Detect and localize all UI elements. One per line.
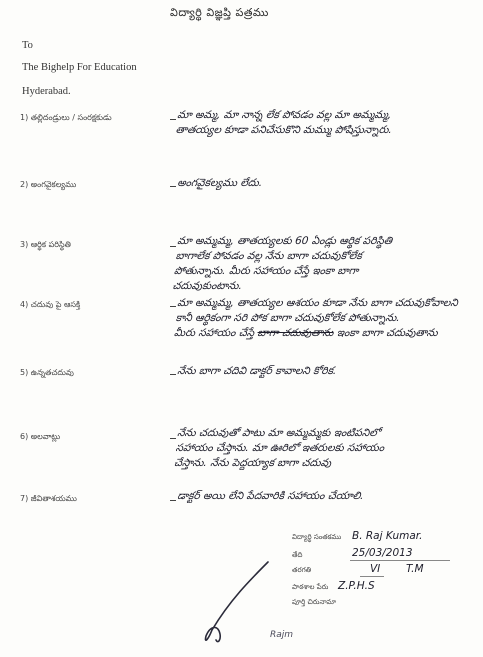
answer-line: నేను బాగా చదివి డాక్టర్ కావాలని కోరిక. [176,365,337,377]
section-1-answer [175,108,470,138]
section-2-label: 2) అంగవైకల్యము [20,180,77,189]
section-1-dash [170,119,176,120]
section-7-label: 7) జీవితాశయము [20,494,77,503]
sig-school-value: Z.P.H.S [338,580,375,592]
bottom-signature: Rajm [270,630,294,640]
sig-class-label: తరగతి [292,566,312,574]
sig-address-label: పూర్తి చిరునామా [292,598,337,606]
sig-class-underline [360,576,384,577]
address-org: The Bighelp For Education [22,62,137,73]
struck-text: బాగా చదువుతాను [256,327,335,339]
answer-line: తాతయ్యల కూడా పనిచేసుకొని మమ్ము పోషిస్తున్నారు. [175,124,393,136]
answer-line: పోతున్నాను. మీరు సహాయం చేస్తే ఇంకా బాగా [173,265,359,277]
section-4-answer [173,296,470,341]
answer-line: మా అమ్మ, మా నాన్న లేక పోవడం వల్ల మా అమ్మమ్మ, [176,109,392,121]
section-6-answer [173,426,470,471]
section-7-dash [170,500,176,501]
sig-name-label: విద్యార్థి సంతకము [292,533,342,541]
section-5-dash [170,374,176,375]
section-7-answer [176,489,470,504]
answer-line: అంగవైకల్యము లేదు. [176,177,263,189]
section-4-dash [170,306,176,307]
sig-class-value: VI [370,563,381,575]
section-6-label: 6) అలవాట్లు [20,432,61,441]
answer-line: బాగాలేక పోవడం వల్ల నేను బాగా చదువుకోలేక [175,250,363,262]
sig-school-label: పాఠశాల పేరు [292,583,329,591]
section-3-dash [170,246,176,247]
address-city: Hyderabad. [22,86,71,97]
sig-class-note: T.M [406,563,424,575]
section-5-label: 5) ఉన్నతచదువు [20,368,74,377]
sig-date-value: 25/03/2013 [352,547,413,559]
section-6-dash [170,438,176,439]
sig-date-label: తేది [292,551,303,559]
form-title: విద్యార్థి విజ్ఞప్తి పత్రము [170,6,269,19]
answer-line: మీరు సహాయం చేస్తే బాగా చదువుతాను ఇంకా బాగా చదువుతాను [173,327,439,339]
section-1-label: 1) తల్లిదండ్రులు / సంరక్షకుడు [20,113,112,122]
answer-line: మా అమ్మమ్మ, తాతయ్యలకు 60 ఏండ్లు ఆర్థిక పరిస్థితి [176,235,393,247]
sig-name-value: B. Raj Kumar. [352,530,423,542]
section-4-label: 4) చదువు పై ఆసక్తి [20,300,81,309]
answer-line: మా అమ్మమ్మ, తాతయ్యల ఆశయం కూడా నేను బాగా చదువుకోవాలని [176,297,459,309]
section-2-dash [170,186,176,187]
answer-line: సహాయం చేస్తాను. మా ఊరిలో ఇతరులకు సహాయం [175,442,385,454]
section-2-answer [176,176,470,191]
answer-line: డాక్టర్ అయి లేని పేదవారికి సహాయం చేయాలి. [176,490,365,502]
section-5-answer [176,364,470,379]
answer-line: నేను చదువుతో పాటు మా అమ్మమ్మకు ఇంటిపనిలో [176,427,381,439]
address-to: To [22,40,33,51]
answer-line: కానీ ఆర్థికంగా సరి పోక బాగా చదువుకోలేక పోతున్నాను. [175,312,401,324]
answer-line: చేస్తాను. నేను పెద్దయ్యాక బాగా చదువు [173,457,332,469]
section-3-label: 3) ఆర్థిక పరిస్థితి [20,240,71,249]
sig-date-underline [350,560,450,561]
answer-line: చదువుకుంటాను. [171,280,243,292]
section-3-answer [172,234,470,294]
